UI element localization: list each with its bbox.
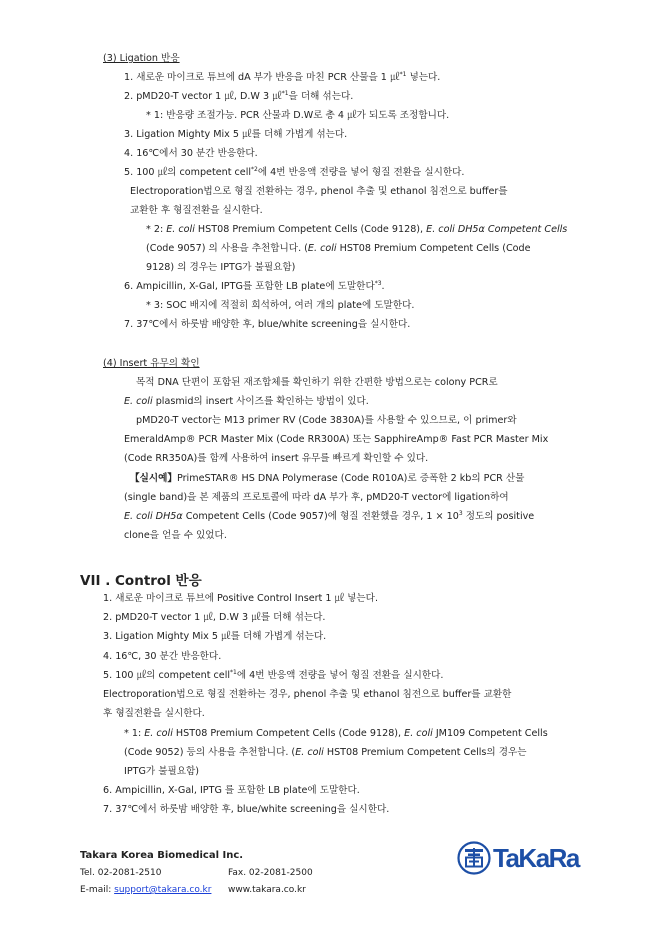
- control-step-3: 3. Ligation Mighty Mix 5 ㎕를 더해 가볍게 섞는다.: [103, 631, 327, 642]
- email-link[interactable]: support@takara.co.kr: [114, 885, 212, 895]
- logo-wordmark: TaKaRa: [493, 843, 579, 873]
- section-4-para-1-line-2: E. coli plasmid의 insert 사이즈를 확인하는 방법이 있다.: [124, 396, 369, 407]
- example-line-3: E. coli DH5α Competent Cells (Code 9057)에 형질 전환했을 경우, $1 \times 10^3$ 정도의 positive: [124, 510, 535, 522]
- control-step-5-line-3: 후 형질전환을 실시한다.: [103, 708, 205, 719]
- footer-website: www.takara.co.kr: [228, 885, 306, 895]
- section-7-heading: VII . Control 반응: [80, 573, 202, 589]
- note-3-3: * 3: SOC 배지에 적절히 희석하여, 여러 개의 plate에 도말한다.: [146, 300, 415, 311]
- control-step-7: 7. 37℃에서 하룻밤 배양한 후, blue/white screening을 실시한다.: [103, 804, 390, 815]
- footer-fax: Fax. 02-2081-2500: [228, 868, 313, 878]
- step-3-7: 7. 37℃에서 하룻밤 배양한 후, blue/white screening을 실시한다.: [124, 319, 411, 330]
- section-4-para-1-line-1: 목적 DNA 단편이 포함된 재조합체를 확인하기 위한 간편한 방법으로는 colony PCR로: [136, 377, 498, 388]
- control-note-1-line-3: IPTG가 불필요함): [124, 766, 200, 777]
- footer-email: E-mail: support@takara.co.kr: [80, 885, 212, 895]
- electroporation-line-2: 교환한 후 형질전환을 실시한다.: [130, 205, 263, 216]
- note-3-1: * 1: 반응량 조절가능. PCR 산물과 D.W로 총 4 ㎕가 되도록 조정합니다.: [146, 110, 450, 121]
- step-3-4: 4. 16℃에서 30 분간 반응한다.: [124, 148, 258, 159]
- control-step-2: 2. pMD20-T vector 1 ㎕, D.W 3 ㎕를 더해 섞는다.: [103, 612, 326, 623]
- section-4-para-2-line-3: (Code RR350A)를 함께 사용하여 insert 유무를 빠르게 확인할 수 있다.: [124, 453, 429, 464]
- step-3-5: 5. 100 ㎕의 competent cell$^{*2}$에 4번 반응액 전량을 넣어 형질 전환을 실시한다.: [124, 166, 465, 178]
- takara-logo: [456, 840, 580, 876]
- control-step-5: 5. 100 ㎕의 competent cell$^{*1}$에 4번 반응액 전량을 넣어 형질 전환을 실시한다.: [103, 669, 444, 681]
- note-3-2-line-1: * 2: E. coli HST08 Premium Competent Cells (Code 9128), E. coli DH5α Competent Cells: [146, 224, 568, 235]
- section-4-para-2-line-1: pMD20-T vector는 M13 primer RV (Code 3830A)를 사용할 수 있으므로, 이 primer와: [136, 415, 517, 426]
- control-note-1-line-2: (Code 9052) 등의 사용을 추천합니다. (E. coli HST08 Premium Competent Cells의 경우는: [124, 747, 527, 758]
- step-3-6: 6. Ampicillin, X-Gal, IPTG를 포함한 LB plate에 도말한다$^{*3}$.: [124, 280, 385, 292]
- footer-company: Takara Korea Biomedical Inc.: [80, 850, 244, 861]
- section-4-para-2-line-2: EmeraldAmp® PCR Master Mix (Code RR300A) 또는 SapphireAmp® Fast PCR Master Mix: [124, 434, 549, 445]
- control-note-1-line-1: * 1: E. coli HST08 Premium Competent Cells (Code 9128), E. coli JM109 Competent Cells: [124, 728, 548, 739]
- control-step-5-line-2: Electroporation법으로 형질 전환하는 경우, phenol 추출 및 ethanol 침전으로 buffer를 교환한: [103, 689, 512, 700]
- section-3-title: (3) Ligation 반응: [103, 53, 180, 64]
- example-line-1: 【실시예】PrimeSTAR® HS DNA Polymerase (Code R010A)로 증폭한 2 kb의 PCR 산물: [130, 473, 525, 484]
- control-step-6: 6. Ampicillin, X-Gal, IPTG 를 포함한 LB plate에 도말한다.: [103, 785, 360, 796]
- example-line-2: (single band)을 본 제품의 프로토콜에 따라 dA 부가 후, pMD20-T vector에 ligation하여: [124, 492, 509, 503]
- control-step-1: 1. 새로운 마이크로 튜브에 Positive Control Insert 1 ㎕ 넣는다.: [103, 593, 379, 604]
- section-4-title: (4) Insert 유무의 확인: [103, 358, 200, 369]
- electroporation-line-1: Electroporation법으로 형질 전환하는 경우, phenol 추출 및 ethanol 침전으로 buffer를: [130, 186, 508, 197]
- control-step-4: 4. 16℃, 30 분간 반응한다.: [103, 651, 222, 662]
- note-3-2-line-2: (Code 9057) 의 사용을 추천합니다. (E. coli HST08 Premium Competent Cells (Code: [146, 243, 531, 254]
- example-line-4: clone을 얻을 수 있었다.: [124, 530, 227, 541]
- step-3-1: 1. 새로운 마이크로 튜브에 dA 부가 반응을 마친 PCR 산물을 1 ㎕$^{*1}$ 넣는다.: [124, 71, 441, 83]
- footer-tel: Tel. 02-2081-2510: [80, 868, 162, 878]
- step-3-3: 3. Ligation Mighty Mix 5 ㎕를 더해 가볍게 섞는다.: [124, 129, 348, 140]
- step-3-2: 2. pMD20-T vector 1 ㎕, D.W 3 ㎕$^{*1}$을 더해 섞는다.: [124, 90, 354, 102]
- note-3-2-line-3: 9128) 의 경우는 IPTG가 불필요함): [146, 262, 296, 273]
